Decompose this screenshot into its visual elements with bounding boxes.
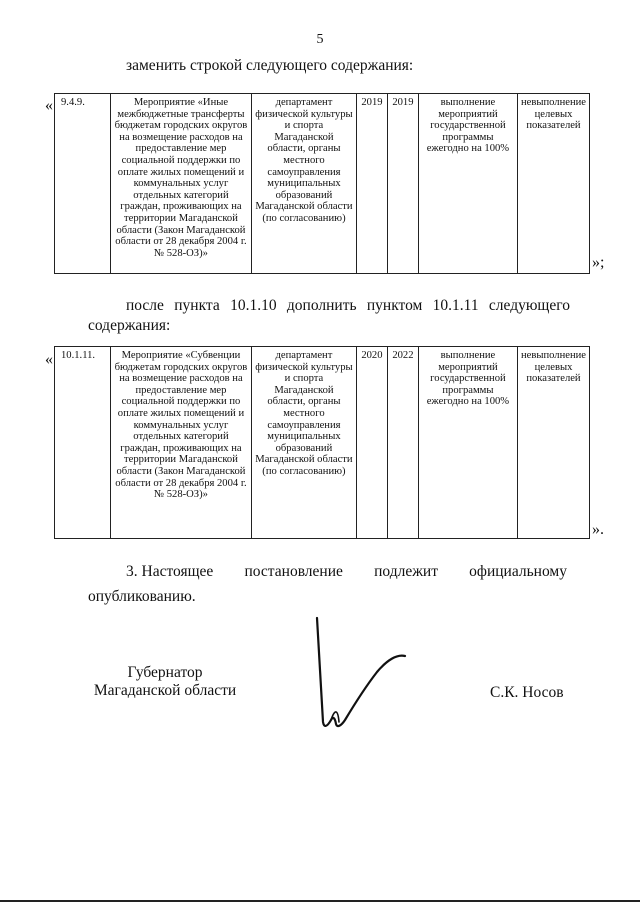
signatory-name: С.К. Носов xyxy=(490,684,564,701)
table1-cell-risk: невыполнение целевых показателей xyxy=(517,94,589,274)
table1-cell-year-start: 2019 xyxy=(356,94,387,274)
add-instruction-word: 10.1.11 xyxy=(432,297,479,314)
table2-cell-risk: невыполнение целевых показателей xyxy=(517,347,589,539)
clause3-word: постановление xyxy=(244,563,343,580)
table2-cell-result: выполнение мероприятий государственной программы ежегодно на 100% xyxy=(418,347,517,539)
add-instruction-word: дополнить xyxy=(286,297,357,314)
table1-cell-year-end: 2019 xyxy=(387,94,418,274)
add-instruction-line1 xyxy=(126,296,570,316)
table1-cell-executor: департамент физической культуры и спорта Магаданской области, органы местного самоуправления муниципальных образований Магаданской области (по согласованию) xyxy=(251,94,356,274)
table2-cell-executor: департамент физической культуры и спорта Магаданской области, органы местного самоуправления муниципальных образований Магаданской области (по согласованию) xyxy=(251,347,356,539)
bottom-divider xyxy=(0,900,640,902)
table1-cell-number: 9.4.9. xyxy=(55,94,111,274)
table1-cell-result: выполнение мероприятий государственной программы ежегодно на 100% xyxy=(418,94,517,274)
add-instruction-word: следующего xyxy=(488,297,570,314)
replace-instruction: заменить строкой следующего содержания: xyxy=(126,57,414,74)
clause3-word: подлежит xyxy=(374,563,438,580)
table2-cell-year-start: 2020 xyxy=(356,347,387,539)
add-instruction-word: после xyxy=(126,297,164,314)
table2-open-quote: « xyxy=(45,351,53,368)
table-row xyxy=(55,94,590,274)
signatory-title-line1: Губернатор xyxy=(127,664,203,681)
clause3-word: 3. Настоящее xyxy=(126,563,214,580)
table1 xyxy=(54,93,590,274)
add-instruction-word: пункта xyxy=(174,297,220,314)
table1-cell-event: Мероприятие «Иные межбюджетные трансферты бюджетам городских округов на возмещение расходов на предоставление мер социальной поддержки по оплате жилых помещений и коммунальных услуг отдельных категорий граждан, проживающих на территории Магаданской области (Закон Магаданской области от 28 декабря 2004 г. № 528-ОЗ)» xyxy=(110,94,251,274)
clause3-line1 xyxy=(126,562,567,582)
signatory-title xyxy=(80,664,250,700)
page-number: 5 xyxy=(316,32,324,47)
add-instruction-line2: содержания: xyxy=(88,317,171,334)
table2-cell-year-end: 2022 xyxy=(387,347,418,539)
add-instruction-word: 10.1.10 xyxy=(230,297,277,314)
table2-cell-event: Мероприятие «Субвенции бюджетам городских округов на возмещение расходов на предоставление мер социальной поддержки по оплате жилых помещений и коммунальных услуг отдельных категорий граждан, проживающих на территории Магаданской области (Закон Магаданской области от 28 декабря 2004 г. № 528-ОЗ)» xyxy=(110,347,251,539)
table2-close-quote: ». xyxy=(592,521,604,538)
add-instruction-word: пунктом xyxy=(366,297,423,314)
table-row xyxy=(55,347,590,539)
table2-cell-number: 10.1.11. xyxy=(55,347,111,539)
table1-open-quote: « xyxy=(45,97,53,114)
signatory-title-line2: Магаданской области xyxy=(93,682,237,699)
clause3-line2: опубликованию. xyxy=(88,588,196,605)
clause3-word: официальному xyxy=(469,563,567,580)
table2 xyxy=(54,346,590,539)
table1-close-quote: »; xyxy=(592,254,605,271)
handwritten-signature xyxy=(305,610,435,745)
